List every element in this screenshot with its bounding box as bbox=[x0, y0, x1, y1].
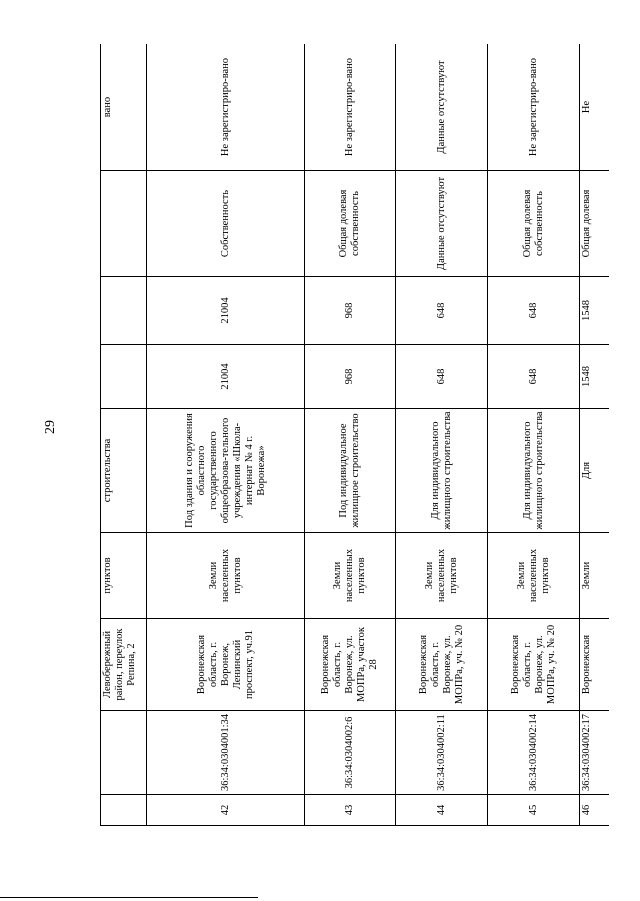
permitted-use: Для bbox=[580, 409, 610, 533]
row-number: 45 bbox=[488, 795, 580, 826]
land-category: Земли населенных пунктов bbox=[305, 533, 396, 619]
area-registered: 648 bbox=[488, 277, 580, 345]
land-category: Земли населенных пунктов bbox=[488, 533, 580, 619]
table-row bbox=[147, 44, 305, 826]
address: Воронежская область, г. Воронеж, Ленинский проспект, уч.91 bbox=[147, 619, 305, 711]
table-cell: вано bbox=[101, 44, 147, 171]
right-type: Данные отсутствуют bbox=[396, 171, 488, 277]
land-category: Земли населенных пунктов bbox=[147, 533, 305, 619]
encumbrance: Данные отсутствуют bbox=[396, 44, 488, 171]
permitted-use: Под индивидуальное жилищное строительство bbox=[305, 409, 396, 533]
footer-rule bbox=[0, 897, 258, 898]
land-category: Земли bbox=[580, 533, 610, 619]
area-registered: 648 bbox=[396, 277, 488, 345]
cadastral-number: 36:34:0304002:17 bbox=[580, 711, 610, 795]
area: 968 bbox=[305, 345, 396, 409]
cadastral-number: 36:34:0304002:6 bbox=[305, 711, 396, 795]
permitted-use: Для индивидуального жилищного строительства bbox=[488, 409, 580, 533]
table-cell: строительства bbox=[101, 409, 147, 533]
area: 1548 bbox=[580, 345, 610, 409]
address: Воронежская bbox=[580, 619, 610, 711]
table-cell bbox=[101, 795, 147, 826]
right-type: Собственность bbox=[147, 171, 305, 277]
table-row-continuation bbox=[101, 44, 147, 826]
row-number: 44 bbox=[396, 795, 488, 826]
land-plots-table-rotated bbox=[100, 44, 609, 826]
cadastral-number: 36:34:0304001:34 bbox=[147, 711, 305, 795]
right-type: Общая долевая собственность bbox=[305, 171, 396, 277]
encumbrance: Не зарегистриро-вано bbox=[147, 44, 305, 171]
encumbrance: Не зарегистриро-вано bbox=[488, 44, 580, 171]
cadastral-number: 36:34:0304002:11 bbox=[396, 711, 488, 795]
land-plots-table-region bbox=[100, 44, 609, 826]
permitted-use: Под здания и сооружения областного государственного общеобразова-тельного учреждения «Школа-интернат № 4 г. Воронежа» bbox=[147, 409, 305, 533]
table-cell bbox=[101, 345, 147, 409]
address: Воронежская область, г. Воронеж, ул. МОПРа, участок 28 bbox=[305, 619, 396, 711]
right-type: Общая долевая собственность bbox=[488, 171, 580, 277]
table-cell: Левобережный район, переулок Репина, 2 bbox=[101, 619, 147, 711]
land-plots-table bbox=[100, 44, 609, 826]
row-number: 43 bbox=[305, 795, 396, 826]
table-row bbox=[580, 44, 610, 826]
table-row bbox=[305, 44, 396, 826]
table-cell bbox=[101, 171, 147, 277]
permitted-use: Для индивидуального жилищного строительства bbox=[396, 409, 488, 533]
right-type: Общая долевая bbox=[580, 171, 610, 277]
table-cell bbox=[101, 277, 147, 345]
area-registered: 1548 bbox=[580, 277, 610, 345]
table-row bbox=[488, 44, 580, 826]
page-number: 29 bbox=[43, 420, 58, 434]
area: 21004 bbox=[147, 345, 305, 409]
area: 648 bbox=[488, 345, 580, 409]
cadastral-number: 36:34:0304002:14 bbox=[488, 711, 580, 795]
encumbrance: Не bbox=[580, 44, 610, 171]
table-cell: пунктов bbox=[101, 533, 147, 619]
area-registered: 21004 bbox=[147, 277, 305, 345]
area: 648 bbox=[396, 345, 488, 409]
address: Воронежская область, г. Воронеж, ул. МОПРа, уч. № 20 bbox=[396, 619, 488, 711]
address: Воронежская область, г. Воронеж, ул. МОПРа, уч. № 20 bbox=[488, 619, 580, 711]
row-number: 46 bbox=[580, 795, 610, 826]
encumbrance: Не зарегистриро-вано bbox=[305, 44, 396, 171]
land-category: Земли населенных пунктов bbox=[396, 533, 488, 619]
table-row bbox=[396, 44, 488, 826]
area-registered: 968 bbox=[305, 277, 396, 345]
row-number: 42 bbox=[147, 795, 305, 826]
table-cell bbox=[101, 711, 147, 795]
